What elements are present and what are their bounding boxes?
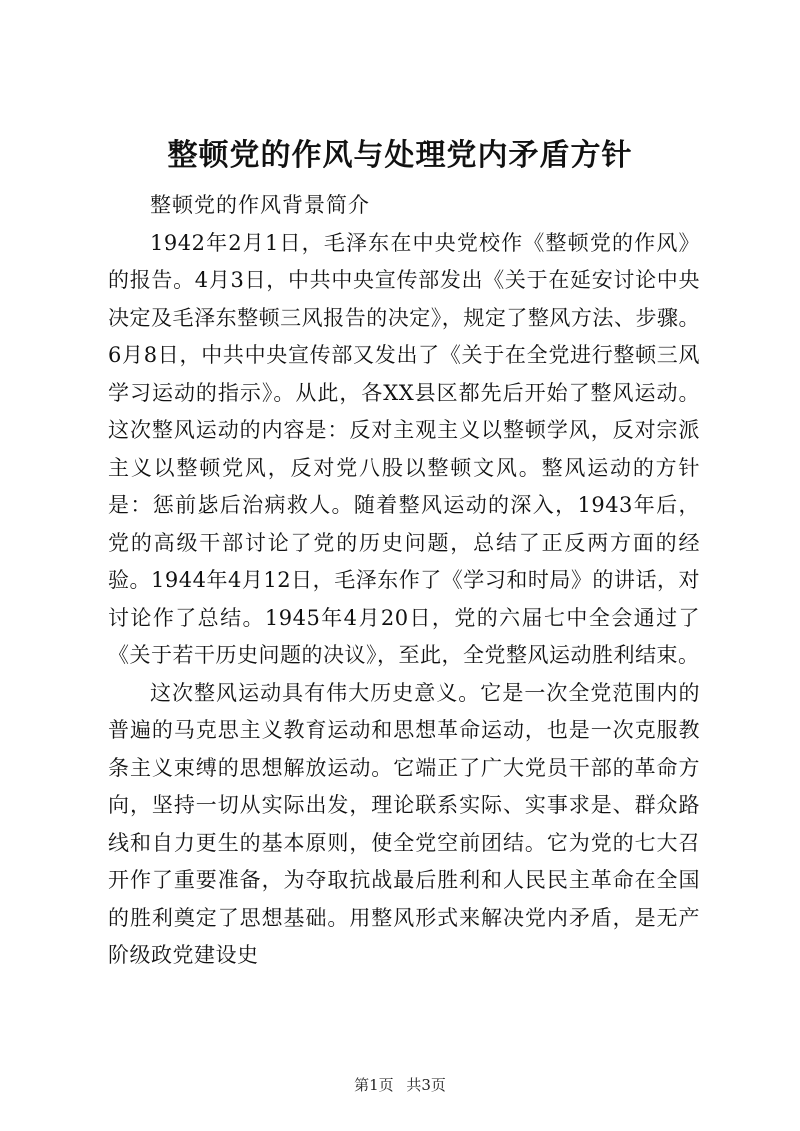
paragraph-significance: 这次整风运动具有伟大历史意义。它是一次全党范围内的普遍的马克思主义教育运动和思想革命运动，也是一次克服教条主义束缚的思想解放运动。它端正了广大党员干部的革命方向，坚持一切从实际出发，理论联系实际、实事求是、群众路线和自力更生的基本原则，使全党空前团结。它为党的七大召开作了重要准备，为夺取抗战最后胜利和人民民主革命在全国的胜利奠定了思想基础。用整风形式来解决党内矛盾，是无产阶级政党建设史 [108, 680, 700, 967]
page-footer [0, 1075, 800, 1095]
document-body [108, 187, 700, 975]
paragraph-background: 1942年2月1日，毛泽东在中央党校作《整顿党的作风》的报告。4月3日，中共中央宣传部发出《关于在延安讨论中央决定及毛泽东整顿三风报告的决定》，规定了整风方法、步骤。6月8日，中共中央宣传部又发出了《关于在全党进行整顿三风学习运动的指示》。从此，各XX县区都先后开始了整风运动。这次整风运动的内容是：反对主观主义以整顿学风，反对宗派主义以整顿党风，反对党八股以整顿文风。整风运动的方针是：惩前毖后治病救人。随着整风运动的深入，1943年后，党的高级干部讨论了党的历史问题，总结了正反两方面的经验。1944年4月12日，毛泽东作了《学习和时局》的讲话，对讨论作了总结。1945年4月20日，党的六届七中全会通过了《关于若干历史问题的决议》，至此，全党整风运动胜利结束。 [108, 230, 700, 667]
page-number: 第1页 [354, 1076, 394, 1094]
section-subheading: 整顿党的作风背景简介 [150, 193, 370, 217]
page-total: 共3页 [406, 1076, 446, 1094]
document-title: 整顿党的作风与处理党内矛盾方针 [167, 138, 633, 173]
